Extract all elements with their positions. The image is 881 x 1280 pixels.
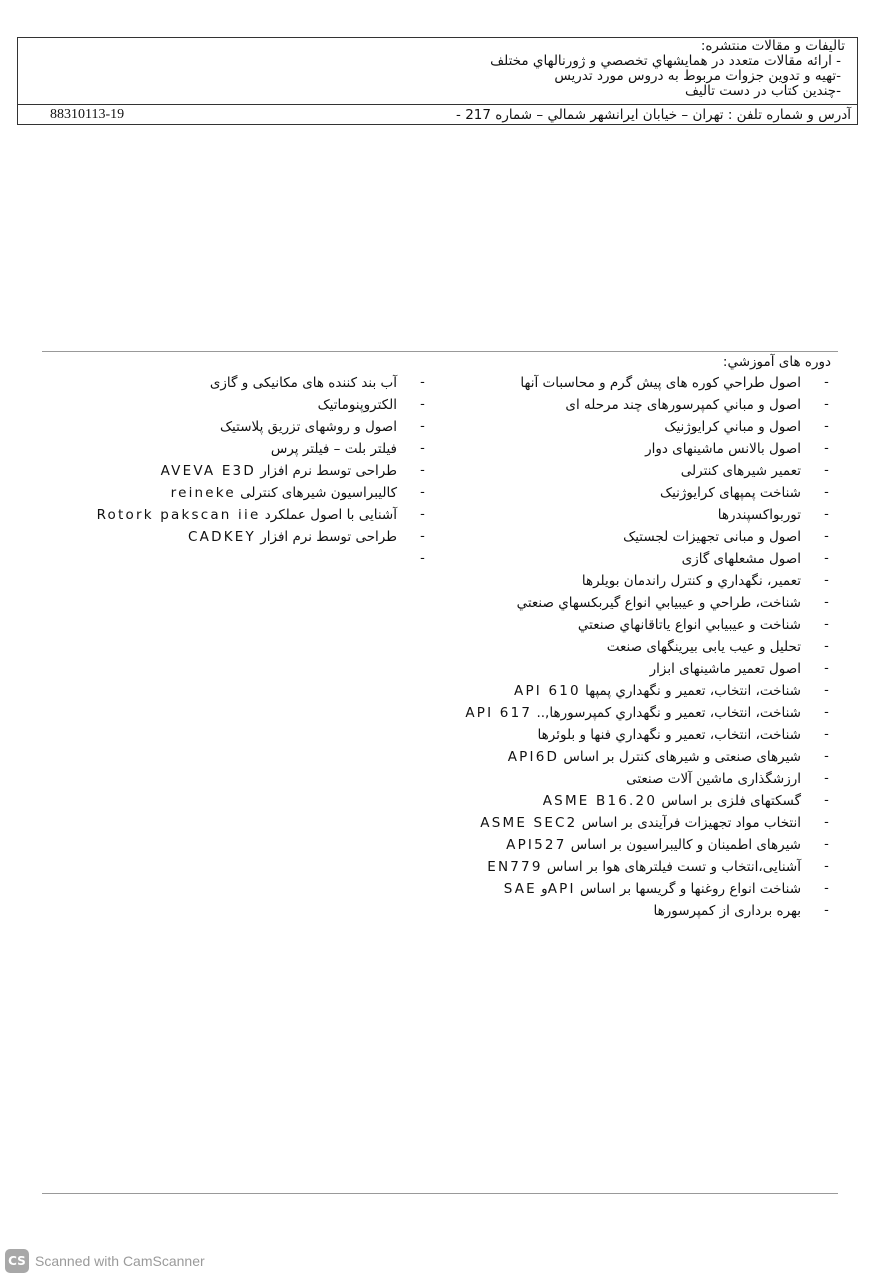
course-title: اصول و مباني كرايوژنيک <box>664 419 801 435</box>
course-item <box>35 527 435 547</box>
course-title: کالیبراسیون شیرهای کنترلی reineke <box>170 485 397 501</box>
course-title: اصول و مباني كمپرسورهای چند مرحله ای <box>565 397 801 413</box>
course-item <box>35 505 435 525</box>
camscanner-logo-icon: CS <box>5 1249 29 1273</box>
course-title: آب بند کننده های مکانیکی و گازی <box>209 375 397 391</box>
bullet-dash: - <box>420 441 427 456</box>
course-title: شناخت، انتخاب، تعمير و نگهداري پمپها API 610 <box>514 683 801 699</box>
bullet-dash: - <box>824 617 831 632</box>
bullet-dash: - <box>824 683 831 698</box>
course-title: فیلتر بلت – فیلتر پرس <box>270 441 397 457</box>
course-item <box>443 637 839 657</box>
course-title: شناخت، انتخاب، تعمير و نگهداري فنها و بلوئرها <box>537 727 801 743</box>
address-row <box>18 104 857 125</box>
course-title: اصول مشعلهای گازی <box>681 551 801 567</box>
bullet-dash: - <box>824 551 831 566</box>
course-item <box>35 417 435 437</box>
course-item <box>443 813 839 833</box>
course-title: شناخت و عيبيابي انواع ياتاقانهاي صنعتي <box>577 617 801 633</box>
course-item <box>443 659 839 679</box>
course-title: تعمیر، نگهداري و كنترل راندمان بويلرها <box>581 573 801 589</box>
bullet-dash: - <box>824 661 831 676</box>
address-text: آدرس و شماره تلفن : تهران – خیابان ایرانشهر شمالي – شماره 217 - <box>456 107 851 123</box>
phone-number: 88310113-19 <box>50 107 125 122</box>
course-item <box>443 527 839 547</box>
course-item <box>443 615 839 635</box>
publication-line: - ارائه مقالات متعدد در همايشهاي تخصصي و ژورنالهاي مختلف <box>490 53 841 69</box>
bullet-dash: - <box>824 837 831 852</box>
course-item <box>443 417 839 437</box>
bullet-dash: - <box>420 463 427 478</box>
course-title: ارزشگذاری ماشین آلات صنعتی <box>626 771 801 787</box>
publications-title: تاليفات و مقالات منتشره: <box>700 38 845 54</box>
course-title: انتخاب مواد تجهیزات فرآیندی بر اساس ASME SEC2 <box>480 815 801 831</box>
course-title: طراحی توسط نرم افزار CADKEY <box>188 529 397 545</box>
publication-line: -چندين كتاب در دست تاليف <box>684 83 841 99</box>
course-item <box>443 725 839 745</box>
course-item <box>443 439 839 459</box>
bullet-dash: - <box>824 485 831 500</box>
course-title: اصول تعمیر ماشینهای ابزار <box>649 661 801 677</box>
bullet-dash: - <box>824 749 831 764</box>
bullet-dash: - <box>824 639 831 654</box>
bullet-dash: - <box>824 573 831 588</box>
bullet-dash: - <box>824 419 831 434</box>
course-title: شناخت، انتخاب، تعمير و نگهداري كمپرسورها,.. API 617 <box>465 705 801 721</box>
course-item <box>35 373 435 393</box>
course-item <box>443 747 839 767</box>
course-item <box>443 901 839 921</box>
course-title: اصول بالانس ماشینهای دوار <box>645 441 801 457</box>
bullet-dash: - <box>824 705 831 720</box>
course-item <box>443 461 839 481</box>
course-title: بهره برداری از کمپرسورها <box>653 903 801 919</box>
course-title: شناخت، طراحي و عيبيابي انواع گيربكسهاي صنعتي <box>516 595 801 611</box>
bullet-dash: - <box>420 529 427 544</box>
course-item <box>443 505 839 525</box>
bullet-dash: - <box>824 595 831 610</box>
course-title: الکتروپنوماتیک <box>317 397 397 413</box>
bullet-dash: - <box>824 397 831 412</box>
bullet-dash: - <box>420 551 427 566</box>
course-title <box>35 549 397 569</box>
course-item <box>443 879 839 899</box>
course-item <box>443 681 839 701</box>
bullet-dash: - <box>824 771 831 786</box>
course-title: شیرهای صنعتی و شیرهای کنترل بر اساس API6D <box>507 749 801 765</box>
bullet-dash: - <box>824 859 831 874</box>
bullet-dash: - <box>824 507 831 522</box>
course-title: اصول و روشهای تزریق پلاستیک <box>219 419 397 435</box>
course-item <box>443 549 839 569</box>
publications-box <box>17 37 858 125</box>
bullet-dash: - <box>420 507 427 522</box>
bullet-dash: - <box>824 793 831 808</box>
publications-section <box>18 38 857 104</box>
course-item <box>443 373 839 393</box>
course-item <box>443 835 839 855</box>
course-title: اصول طراحي كوره های پیش گرم و محاسبات آنها <box>520 375 801 391</box>
bullet-dash: - <box>824 881 831 896</box>
course-title: اصول و مبانی تجهیزات لجستیک <box>623 529 801 545</box>
course-item <box>35 549 435 569</box>
section-divider-bottom <box>42 1193 838 1194</box>
course-item <box>443 571 839 591</box>
section-divider-top <box>42 351 838 352</box>
course-item <box>35 439 435 459</box>
course-item <box>35 395 435 415</box>
course-title: تعمیر شیرهای کنترلی <box>680 463 801 479</box>
publication-line: -تهيه و تدوين جزوات مربوط به دروس مورد تدريس <box>554 68 841 84</box>
bullet-dash: - <box>824 529 831 544</box>
course-item <box>35 483 435 503</box>
course-title: توربواکسپندرها <box>717 507 801 523</box>
course-item <box>443 857 839 877</box>
bullet-dash: - <box>420 485 427 500</box>
course-title: شیرهای اطمینان و کالیبراسیون بر اساس API527 <box>506 837 801 853</box>
course-title: تحلیل و عیب یابی بیرینگهای صنعت <box>606 639 801 655</box>
bullet-dash: - <box>824 727 831 742</box>
course-title: آشنایی،انتخاب و تست فیلترهای هوا بر اساس EN779 <box>487 859 801 875</box>
bullet-dash: - <box>420 375 427 390</box>
bullet-dash: - <box>824 441 831 456</box>
course-item <box>35 461 435 481</box>
bullet-dash: - <box>824 903 831 918</box>
course-item <box>443 703 839 723</box>
camscanner-watermark <box>5 1248 205 1274</box>
bullet-dash: - <box>824 463 831 478</box>
courses-heading: دوره های آموزشي: <box>722 354 831 370</box>
bullet-dash: - <box>824 815 831 830</box>
course-item <box>443 791 839 811</box>
course-title: طراحی توسط نرم افزار AVEVA E3D <box>160 463 397 479</box>
course-title: آشنایی با اصول عملکرد Rotork pakscan iie <box>96 507 397 523</box>
bullet-dash: - <box>420 419 427 434</box>
course-item <box>443 395 839 415</box>
courses-left-column <box>35 373 435 571</box>
watermark-text: Scanned with CamScanner <box>35 1253 205 1269</box>
course-item <box>443 593 839 613</box>
course-title: شناخت انواع روغنها و گریسها بر اساس APIو SAE <box>503 881 801 897</box>
courses-right-column <box>443 373 839 923</box>
course-title: گسکتهای فلزی بر اساس ASME B16.20 <box>542 793 801 809</box>
course-item <box>443 769 839 789</box>
course-title: شناخت پمپهای کرایوژنیک <box>659 485 801 501</box>
bullet-dash: - <box>824 375 831 390</box>
course-item <box>443 483 839 503</box>
bullet-dash: - <box>420 397 427 412</box>
